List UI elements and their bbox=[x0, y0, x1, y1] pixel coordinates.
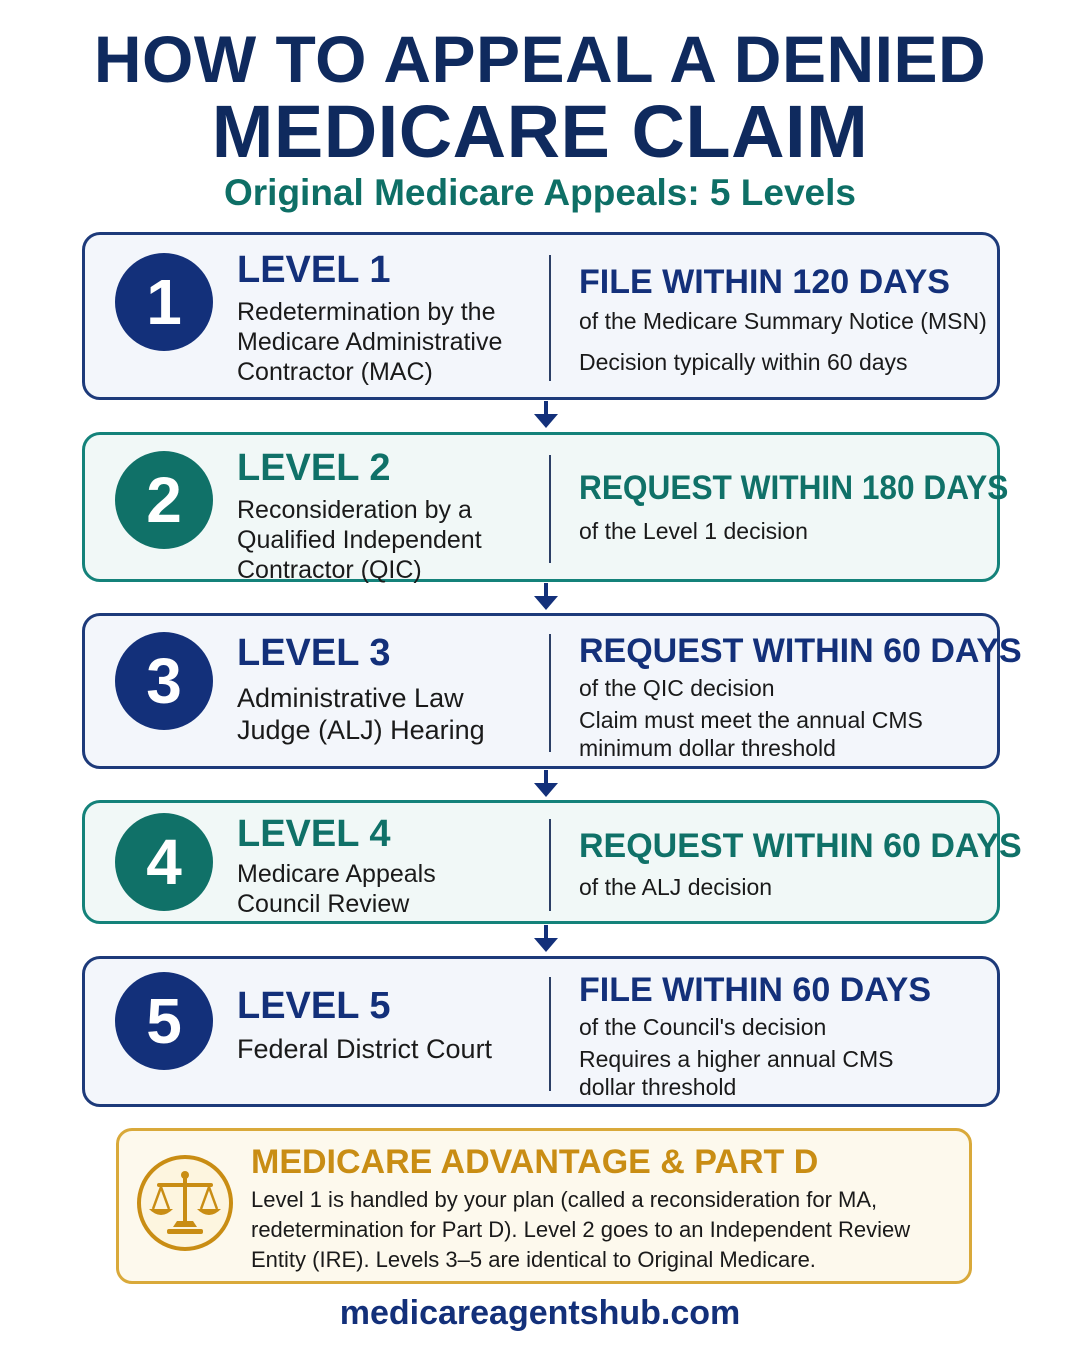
scales-of-justice-icon bbox=[135, 1153, 235, 1253]
level-number-badge: 2 bbox=[115, 451, 213, 549]
level-description: Federal District Court bbox=[237, 1034, 493, 1064]
deadline-heading: FILE WITHIN 120 DAYS bbox=[579, 263, 950, 301]
deadline-heading: REQUEST WITHIN 60 DAYS bbox=[579, 827, 1022, 865]
card-divider bbox=[549, 455, 551, 563]
level-title: LEVEL 5 bbox=[237, 985, 391, 1027]
arrow-down-icon bbox=[533, 583, 559, 611]
level-description: Medicare Appeals Council Review bbox=[237, 860, 436, 918]
level-card-2 bbox=[82, 432, 1009, 584]
arrow-down-icon bbox=[533, 401, 559, 429]
deadline-heading: FILE WITHIN 60 DAYS bbox=[579, 971, 932, 1009]
level-card-3 bbox=[82, 613, 1022, 769]
arrow-down-icon bbox=[533, 770, 559, 798]
medicare-advantage-text: Level 1 is handled by your plan (called a reconsideration for MA, redetermination for Part D). Level 2 goes to an Independent Review Entity (IRE). Levels 3–5 are identical to Original Medicare. bbox=[251, 1187, 911, 1272]
deadline-heading: REQUEST WITHIN 180 DAYS bbox=[579, 469, 1009, 507]
page-title-line-2: MEDICARE CLAIM bbox=[211, 90, 869, 173]
deadline-reference: of the QIC decision bbox=[579, 675, 775, 701]
level-card-5 bbox=[82, 956, 1000, 1107]
arrow-down-icon bbox=[533, 925, 559, 953]
level-card-4 bbox=[82, 800, 1022, 924]
deadline-note: Decision typically within 60 days bbox=[579, 349, 908, 375]
deadline-reference: of the ALJ decision bbox=[579, 874, 773, 900]
level-description: Administrative Law Judge (ALJ) Hearing bbox=[237, 683, 485, 745]
level-description: Redetermination by the Medicare Administrative Contractor (MAC) bbox=[237, 298, 503, 386]
card-divider bbox=[549, 977, 551, 1091]
level-card-1 bbox=[82, 232, 1000, 400]
level-number-badge: 4 bbox=[115, 813, 213, 911]
deadline-reference: of the Level 1 decision bbox=[579, 518, 808, 544]
medicare-advantage-title: MEDICARE ADVANTAGE & PART D bbox=[251, 1143, 819, 1181]
deadline-reference: of the Medicare Summary Notice (MSN) bbox=[579, 308, 987, 334]
level-number-badge: 1 bbox=[115, 253, 213, 351]
card-divider bbox=[549, 634, 551, 752]
medicare-advantage-box bbox=[116, 1128, 972, 1284]
card-divider bbox=[549, 255, 551, 381]
level-title: LEVEL 1 bbox=[237, 249, 391, 291]
deadline-reference: of the Council's decision bbox=[579, 1014, 827, 1040]
page-title-line-1: HOW TO APPEAL A DENIED bbox=[93, 22, 987, 96]
footer-website: medicareagentshub.com bbox=[339, 1294, 741, 1332]
deadline-note: Claim must meet the annual CMS minimum dollar threshold bbox=[579, 707, 923, 761]
level-title: LEVEL 3 bbox=[237, 632, 391, 674]
level-description: Reconsideration by a Qualified Independent Contractor (QIC) bbox=[237, 496, 482, 584]
deadline-heading: REQUEST WITHIN 60 DAYS bbox=[579, 632, 1022, 670]
level-title: LEVEL 4 bbox=[237, 813, 391, 855]
level-title: LEVEL 2 bbox=[237, 447, 391, 489]
level-number-badge: 5 bbox=[115, 972, 213, 1070]
page-subtitle: Original Medicare Appeals: 5 Levels bbox=[224, 172, 856, 213]
card-divider bbox=[549, 819, 551, 911]
deadline-note: Requires a higher annual CMS dollar threshold bbox=[579, 1046, 894, 1100]
level-number-badge: 3 bbox=[115, 632, 213, 730]
